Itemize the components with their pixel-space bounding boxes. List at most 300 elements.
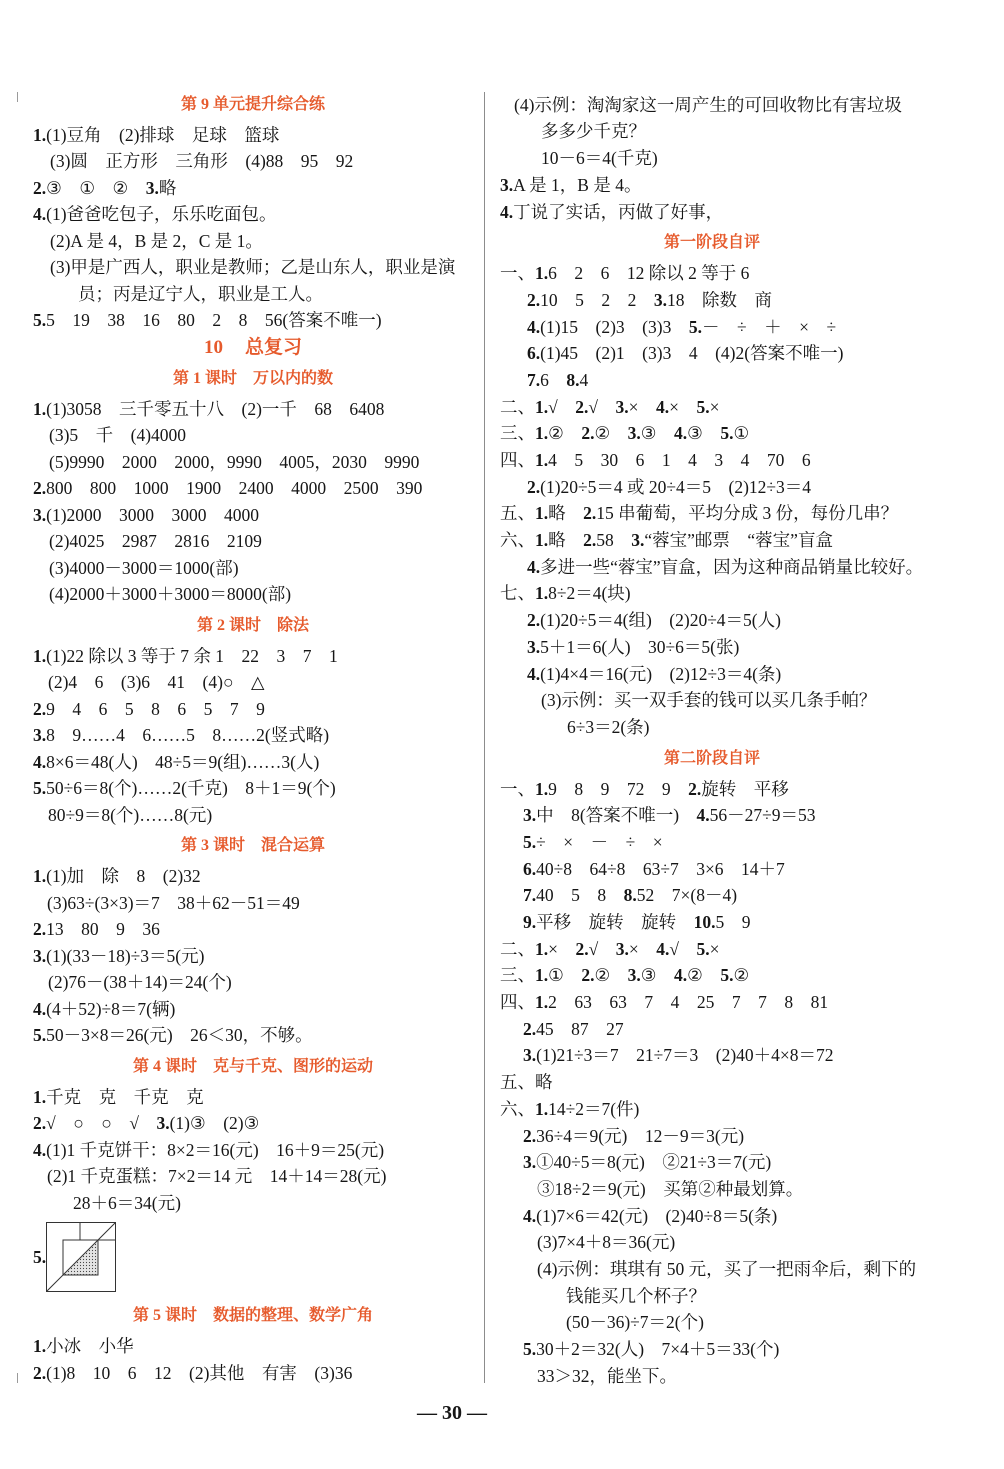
- item-number: 2.: [33, 1362, 47, 1383]
- answer-line: [33, 775, 473, 802]
- answer-text: 三、: [500, 965, 535, 986]
- answer-text: 56－27÷9＝53: [709, 805, 816, 826]
- item-number: 1.: [535, 450, 549, 470]
- answer-line: [33, 1190, 473, 1217]
- answer-text: (1)2000 3000 3000 4000: [46, 504, 260, 525]
- item-number: 3.: [145, 177, 159, 198]
- answer-text: ×: [669, 396, 697, 417]
- item-number: 4.: [673, 965, 688, 986]
- answer-text: ÷ × － ÷ ×: [536, 831, 663, 852]
- item-number: 1.: [535, 778, 549, 799]
- answer-text: ×: [548, 938, 576, 959]
- answer-line: [33, 422, 473, 449]
- answer-text: 8×6＝48(人) 48÷5＝9(组)……3(人): [46, 751, 320, 772]
- answer-line: [500, 1096, 924, 1123]
- item-number: 1.: [33, 1086, 47, 1107]
- item-number: 4.: [696, 805, 710, 826]
- item-number: 5.: [720, 423, 734, 444]
- answer-text: (50－36)÷7＝2(个): [566, 1312, 704, 1333]
- answer-text: (2)A 是 4，B 是 2，C 是 1。: [50, 230, 263, 251]
- section-heading-stage2: 第二阶段自评: [663, 749, 760, 767]
- item-number: 2.: [523, 1125, 537, 1146]
- item-number: 3.: [627, 965, 641, 986]
- answer-text: 六、: [500, 530, 535, 551]
- item-number: 7.: [527, 369, 541, 390]
- answer-text: 15 串葡萄，平均分成 3 份，每份几串？: [596, 503, 899, 524]
- answer-text: 4 5 30 6 1 4 3 4 70 6: [548, 450, 811, 470]
- item-number: 4.: [656, 938, 670, 959]
- answer-text: 9 4 6 5 8 6 5 7 9: [46, 698, 265, 719]
- answer-line: [500, 527, 924, 554]
- answer-text: (4)2000＋3000＋3000＝8000(部): [49, 584, 292, 604]
- item-number: 5.: [33, 1025, 47, 1045]
- answer-line: [500, 92, 924, 119]
- item-number: 4.: [33, 998, 47, 1019]
- answer-line: [33, 696, 473, 723]
- answer-line: [500, 634, 924, 661]
- answer-text: 800 800 1000 1900 2400 4000 2500 390: [46, 478, 423, 498]
- item-number: 4.: [33, 1139, 47, 1160]
- section-heading-lesson2: 第 2 课时 除法: [196, 616, 309, 634]
- item-number: 3.: [500, 174, 514, 195]
- answer-line: [33, 969, 473, 996]
- item-number: 6.: [523, 858, 537, 879]
- section-heading-lesson5: 第 5 课时 数据的整理、数学广角: [132, 1307, 373, 1324]
- answer-text: ×: [709, 938, 720, 959]
- item-number: 4.: [523, 1205, 537, 1226]
- answer-line: [500, 199, 924, 226]
- answer-text: 略: [548, 530, 584, 551]
- item-number: 3.: [615, 938, 629, 959]
- item-number: 2.: [527, 610, 541, 631]
- item-number: 5.: [523, 831, 537, 852]
- answer-line: [500, 1229, 924, 1256]
- answer-line: [33, 307, 473, 334]
- answer-line: [33, 449, 473, 476]
- answer-text: ③18÷2＝9(元) 买第②种最划算。: [537, 1178, 804, 1199]
- answer-text: √: [588, 938, 616, 959]
- chapter-heading: [33, 334, 473, 361]
- answer-text: (4)示例：琪琪有 50 元，买了一把雨伞后，剩下的: [537, 1258, 917, 1279]
- answer-text: (2)4025 2987 2816 2109: [49, 531, 262, 551]
- answer-text: (3)63÷(3×3)＝7 38＋62－51＝49: [47, 892, 300, 913]
- item-number: 2.: [688, 778, 702, 799]
- page-number: — 30 —: [417, 1402, 487, 1424]
- item-number: 4.: [673, 423, 688, 444]
- answer-line: [500, 1149, 924, 1176]
- answer-text: 丁说了实话，丙做了好事，: [513, 201, 724, 222]
- answer-line: [33, 890, 473, 917]
- answer-line: [500, 554, 924, 581]
- geometry-figure: [46, 1222, 116, 1292]
- answer-line: [500, 420, 924, 447]
- answer-text: (1)爸爸吃包子，乐乐吃面包。: [46, 204, 277, 224]
- stage1-answers: [500, 260, 924, 740]
- answer-text: A 是 1，B 是 4。: [513, 174, 642, 195]
- answer-line: [500, 287, 924, 314]
- answer-line: [33, 201, 473, 228]
- answer-line: [500, 145, 924, 172]
- answer-text: 58: [596, 530, 632, 551]
- answer-text: 33＞32，能坐下。: [537, 1365, 677, 1386]
- answer-line: [500, 1203, 924, 1230]
- section-heading-lesson1: 第 1 课时 万以内的数: [172, 369, 333, 387]
- answer-line: [33, 802, 473, 829]
- answer-line: [500, 118, 924, 145]
- answer-text: 五、: [500, 503, 535, 524]
- answer-text: (1)22 除以 3 等于 7 余 1 22 3 7 1: [46, 645, 338, 666]
- answer-text: (3)圆 正方形 三角形 (4)88 95 92: [50, 151, 354, 171]
- item-number: 4.: [655, 396, 670, 417]
- answer-text: 5＋1＝6(人) 30÷6＝5(张): [540, 636, 740, 657]
- item-number: 1.: [535, 992, 549, 1013]
- answer-text: － ÷ ＋ × ÷: [701, 316, 837, 337]
- item-number: 2.: [33, 1113, 47, 1133]
- answer-text: ②: [687, 965, 721, 986]
- item-number: 5.: [696, 396, 710, 417]
- answer-text: 六、: [500, 1098, 535, 1119]
- item-number: 2.: [33, 478, 47, 498]
- answer-line: [500, 1309, 924, 1336]
- answer-text: ①: [548, 965, 582, 986]
- column-divider: [484, 92, 485, 1383]
- answer-text: 40÷8 64÷8 63÷7 3×6 14＋7: [536, 858, 785, 879]
- answer-text: (3)7×4＋8＝36(元): [537, 1232, 676, 1253]
- answer-text: 4: [579, 369, 589, 390]
- item-number: 3.: [523, 1045, 537, 1066]
- answer-text: 多进一些“蓉宝”盲盒，因为这种商品销量比较好。: [540, 556, 924, 577]
- answer-line: [500, 1069, 924, 1096]
- answer-line: [33, 749, 473, 776]
- answer-line: [33, 148, 473, 175]
- item-number: 3.: [156, 1113, 170, 1133]
- answer-text: ③: [640, 423, 674, 444]
- item-number: 2.: [583, 530, 597, 551]
- item-number: 3.: [523, 805, 537, 826]
- item-number: 5.: [33, 310, 47, 330]
- item-number: 8.: [566, 369, 580, 390]
- answer-text: (1)3058 三千零五十八 (2)一千 68 6408: [46, 398, 385, 419]
- item-number: 10.: [693, 912, 716, 932]
- lesson2-answers: [33, 643, 473, 829]
- answer-line: [500, 500, 924, 527]
- item-number: 2.: [527, 289, 541, 310]
- answer-text: 三、: [500, 423, 535, 444]
- answer-text: 6 2 6 12 除以 2 等于 6: [548, 263, 750, 284]
- item-number: 2.: [581, 423, 595, 444]
- answer-line: [500, 340, 924, 367]
- answer-line: [33, 581, 473, 608]
- item-number: 3.: [653, 289, 667, 310]
- answer-line: [33, 528, 473, 555]
- answer-text: 28＋6＝34(元): [73, 1192, 181, 1213]
- answer-line: [500, 580, 924, 607]
- answer-text: 四、: [500, 992, 535, 1013]
- answer-line: [500, 367, 924, 394]
- item-number: 3.: [627, 423, 641, 444]
- item-number: 2.: [581, 965, 595, 986]
- item-number: 1.: [33, 645, 47, 666]
- answer-text: 七、: [500, 583, 535, 604]
- answer-text: (1)1 千克饼干：8×2＝16(元) 16＋9＝25(元): [46, 1139, 385, 1160]
- item-number: 2.: [527, 476, 541, 497]
- answer-text: 2 63 63 7 4 25 7 7 8 81: [548, 992, 829, 1013]
- answer-text: (1)(33－18)÷3＝5(元): [46, 945, 205, 966]
- answer-text: 略: [548, 503, 584, 524]
- answer-line: [500, 1363, 924, 1390]
- item-number: 2.: [33, 919, 47, 939]
- item-number: 4.: [33, 751, 47, 772]
- answer-line: [33, 1360, 473, 1387]
- item-number: 7.: [523, 885, 537, 906]
- item-number: 9.: [523, 912, 537, 932]
- answer-line: [500, 714, 924, 741]
- answer-text: 6÷3＝2(条): [567, 716, 650, 737]
- item-number: 6.: [527, 343, 541, 364]
- answer-text: 10 5 2 2: [540, 289, 654, 310]
- answer-text: ×: [628, 396, 656, 417]
- answer-line: [33, 1022, 473, 1049]
- answer-line: [33, 669, 473, 696]
- answer-text: ③: [640, 965, 674, 986]
- answer-text: √: [548, 396, 576, 417]
- section-heading-stage1: 第一阶段自评: [663, 234, 760, 252]
- answer-text: (2)76－(38＋14)＝24(个): [48, 972, 232, 992]
- item-number: 1.: [535, 423, 549, 444]
- answer-text: √ ○ ○ √: [46, 1113, 157, 1133]
- answer-text: 钱能买几个杯子？: [566, 1285, 706, 1306]
- item-number: 2.: [33, 698, 47, 719]
- answer-line: [500, 172, 924, 199]
- section-heading-lesson4: 第 4 课时 克与千克、图形的运动: [132, 1057, 373, 1075]
- answer-text: (2)1 千克蛋糕：7×2＝14 元 14＋14＝28(元): [47, 1166, 387, 1186]
- answer-line: [500, 314, 924, 341]
- item-number: 2.: [583, 503, 597, 524]
- answer-text: (3)4000－3000＝1000(部): [49, 557, 239, 578]
- answer-line: [33, 1084, 473, 1111]
- item-number: 2.: [575, 396, 589, 417]
- answer-text: 五、略: [500, 1072, 553, 1093]
- answer-text: (3)示例：买一双手套的钱可以买几条手帕？: [541, 690, 877, 711]
- answer-line: [500, 607, 924, 634]
- answer-text: 四、: [500, 450, 535, 470]
- answer-text: 一、: [500, 778, 535, 799]
- item-number: 5.: [33, 778, 47, 798]
- answer-text: (1)加 除 8 (2)32: [46, 866, 201, 886]
- lesson4-answers: [33, 1084, 473, 1217]
- right-column: [500, 92, 924, 1390]
- answer-line: [33, 863, 473, 890]
- lesson1-answers: [33, 396, 473, 608]
- answer-text: 小冰 小华: [46, 1336, 134, 1356]
- answer-text: 10－6＝4(千克): [541, 148, 658, 169]
- item-number: 1.: [535, 530, 549, 551]
- answer-line: [500, 260, 924, 287]
- answer-line: [500, 962, 924, 989]
- answer-text: (1)8 10 6 12 (2)其他 有害 (3)36: [46, 1362, 353, 1383]
- answer-text: ②: [733, 965, 750, 986]
- item-number: 3.: [615, 396, 629, 417]
- answer-line: [33, 175, 473, 202]
- answer-text: 13 80 9 36: [46, 919, 160, 939]
- answer-text: (2)4 6 (3)6 41 (4)○ △: [48, 672, 265, 692]
- question-5-figure-row: [33, 1216, 473, 1298]
- answer-line: [33, 943, 473, 970]
- answer-line: [33, 1163, 473, 1190]
- item-number: 1.: [33, 124, 47, 145]
- answer-line: [500, 687, 924, 714]
- answer-text: ②: [548, 423, 582, 444]
- answer-text: (1)45 (2)1 (3)3 4 (4)2(答案不唯一): [540, 343, 844, 364]
- item-number: 3.: [33, 504, 47, 525]
- answer-line: [33, 996, 473, 1023]
- answer-line: [500, 447, 924, 474]
- answer-text: 5 9: [715, 912, 751, 932]
- left-column: [33, 87, 473, 1387]
- item-number: 3.: [523, 1152, 537, 1173]
- answer-line: [33, 228, 473, 255]
- answer-text: 18 除数 商: [667, 289, 772, 310]
- section-heading-lesson3: 第 3 课时 混合运算: [180, 837, 325, 854]
- answer-line: [33, 643, 473, 670]
- item-number: 1.: [535, 938, 549, 959]
- section-heading-unit9: 第 9 单元提升综合练: [180, 95, 325, 113]
- item-number: 4.: [33, 204, 47, 224]
- item-number: 3.: [33, 725, 47, 745]
- item-number: 5.: [688, 316, 702, 337]
- answer-text: 员；丙是辽宁人，职业是工人。: [78, 283, 323, 304]
- item-number: 4.: [527, 316, 541, 337]
- answer-line: [500, 1016, 924, 1043]
- answer-text: √: [669, 938, 697, 959]
- answer-line: [33, 1333, 473, 1360]
- answer-text: (1)4×4＝16(元) (2)12÷3＝4(条): [540, 663, 782, 684]
- answer-text: 52 7×(8－4): [636, 885, 738, 906]
- lesson3-answers: [33, 863, 473, 1049]
- binding-mark: [17, 1373, 18, 1383]
- answer-text: ①40÷5＝8(元) ②21÷3＝7(元): [536, 1152, 772, 1173]
- answer-text: 平移 旋转 旋转: [536, 912, 694, 932]
- answer-text: 6: [540, 369, 567, 390]
- stage2-answers: [500, 776, 924, 1390]
- item-number: 4.: [527, 556, 541, 577]
- answer-text: 略: [158, 177, 177, 198]
- answer-line: [33, 475, 473, 502]
- answer-text: ×: [709, 396, 720, 417]
- answer-text: 8 9……4 6……5 8……2(竖式略): [46, 725, 330, 745]
- answer-text: 45 87 27: [536, 1018, 624, 1039]
- item-number: 2.: [33, 177, 47, 198]
- answer-text: (4)示例：淘淘家这一周产生的可回收物比有害垃圾: [514, 94, 902, 115]
- item-number: 1.: [535, 503, 549, 524]
- answer-text: (3)5 千 (4)4000: [49, 425, 187, 445]
- unit9-answers: [33, 122, 473, 334]
- answer-text: (1)豆角 (2)排球 足球 篮球: [46, 124, 280, 145]
- answer-text: ③ ① ②: [46, 177, 146, 198]
- answer-line: [33, 396, 473, 423]
- answer-text: 千克 克 千克 克: [46, 1086, 204, 1107]
- answer-line: [33, 916, 473, 943]
- item-number: 1.: [33, 398, 47, 419]
- answer-text: ②: [594, 965, 628, 986]
- item-number: 1.: [33, 1336, 47, 1356]
- answer-text: 中 8(答案不唯一): [536, 805, 697, 826]
- answer-text: ①: [733, 423, 750, 444]
- answer-text: √: [588, 396, 616, 417]
- item-number: 4.: [500, 201, 514, 222]
- answer-text: 50－3×8＝26(元) 26＜30，不够。: [46, 1025, 313, 1045]
- answer-text: ②: [594, 423, 628, 444]
- answer-line: [500, 1256, 924, 1283]
- item-number: 5.: [523, 1339, 537, 1359]
- answer-text: (1)15 (2)3 (3)3: [540, 316, 689, 337]
- answer-line: [33, 254, 473, 281]
- answer-text: 14÷2＝7(件): [548, 1098, 640, 1119]
- answer-text: (1)20÷5＝4 或 20÷4＝5 (2)12÷3＝4: [540, 476, 811, 497]
- answer-text: 36÷4＝9(元) 12－9＝3(元): [536, 1125, 745, 1146]
- item-number: 3.: [631, 530, 645, 551]
- answer-text: ③: [687, 423, 721, 444]
- answer-line: [500, 909, 924, 936]
- answer-text: 40 5 8: [536, 885, 624, 906]
- item-number: 1.: [535, 965, 549, 986]
- item-number: 2.: [575, 938, 589, 959]
- binding-mark: [17, 92, 18, 102]
- answer-text: “蓉宝”邮票 “蓉宝”盲盒: [644, 530, 833, 551]
- answer-line: [33, 1110, 473, 1137]
- answer-text: ×: [628, 938, 657, 959]
- answer-line: [500, 776, 924, 803]
- answer-line: [500, 936, 924, 963]
- answer-line: [33, 122, 473, 149]
- answer-line: [500, 829, 924, 856]
- answer-line: [33, 555, 473, 582]
- answer-line: [33, 722, 473, 749]
- item-number: 5.: [720, 965, 734, 986]
- answer-text: (1)7×6＝42(元) (2)40÷8＝5(条): [536, 1205, 778, 1226]
- item-number: 8.: [623, 885, 637, 906]
- answer-text: 8÷2＝4(块): [548, 583, 631, 604]
- chapter-number: 10: [203, 336, 223, 358]
- answer-line: [33, 1137, 473, 1164]
- answer-text: 二、: [500, 396, 535, 417]
- answer-line: [500, 1123, 924, 1150]
- answer-text: (1)21÷3＝7 21÷7＝3 (2)40＋4×8＝72: [536, 1045, 834, 1066]
- answer-text: 一、: [500, 263, 535, 284]
- answer-line: [500, 394, 924, 421]
- answer-text: (1)③ (2)③: [169, 1113, 260, 1133]
- answer-line: [500, 1176, 924, 1203]
- item-number: 1.: [535, 396, 549, 417]
- answer-line: [500, 661, 924, 688]
- item-number: 4.: [527, 663, 541, 684]
- answer-line: [500, 802, 924, 829]
- figure-diagonal: [46, 1222, 116, 1292]
- answer-line: [500, 856, 924, 883]
- answer-line: [33, 502, 473, 529]
- answer-text: 80÷9＝8(个)……8(元): [48, 804, 213, 825]
- answer-text: (1)20÷5＝4(组) (2)20÷4＝5(人): [540, 610, 781, 631]
- answer-line: [500, 1283, 924, 1310]
- item-number: 5.: [696, 938, 710, 959]
- item-number: 5.: [33, 1246, 47, 1267]
- answer-text: 9 8 9 72 9: [548, 778, 689, 799]
- item-number: 1.: [33, 866, 47, 886]
- item-number: 2.: [523, 1018, 537, 1039]
- answer-text: 5 19 38 16 80 2 8 56(答案不唯一): [46, 310, 382, 330]
- item-number: 1.: [535, 1098, 549, 1119]
- answer-line: [500, 989, 924, 1016]
